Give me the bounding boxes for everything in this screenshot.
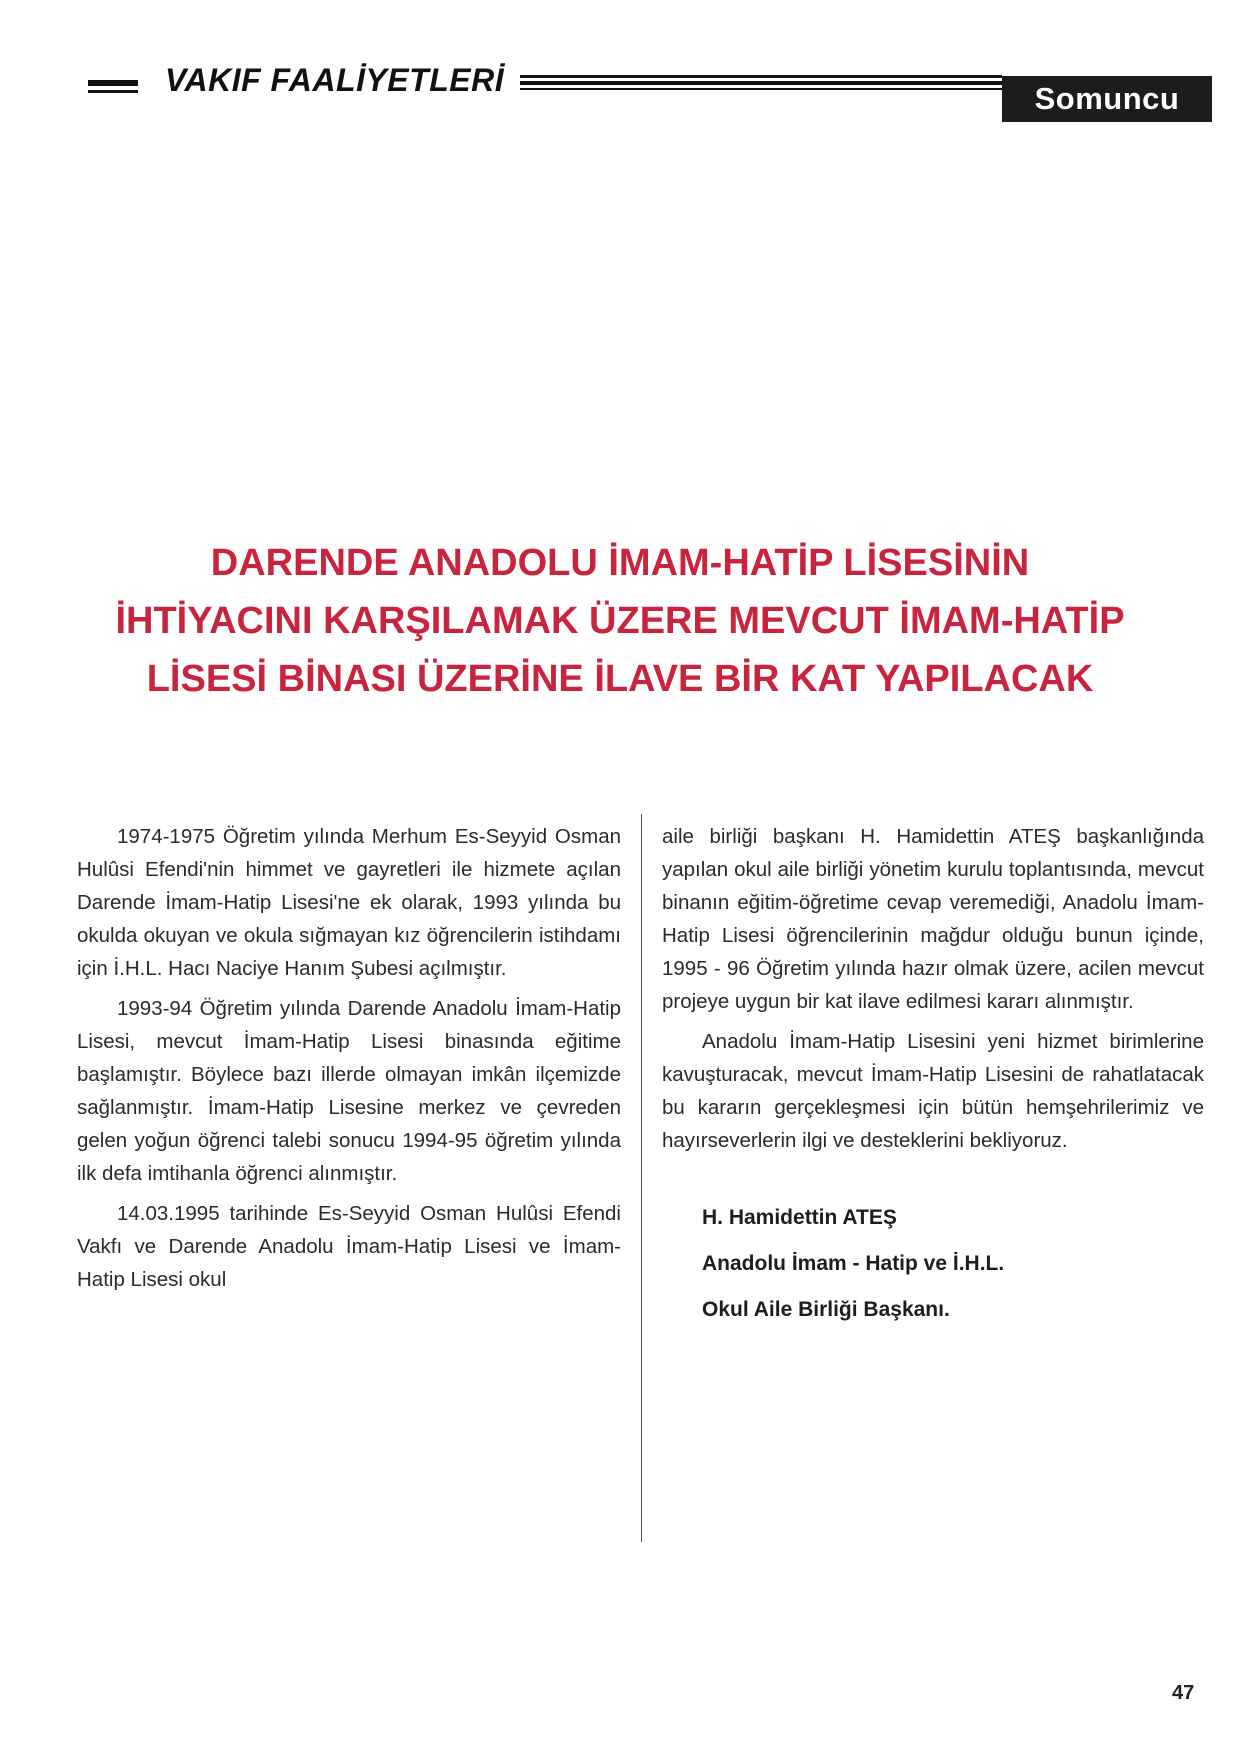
- headline-line: DARENDE ANADOLU İMAM-HATİP LİSESİNİN: [210, 542, 1030, 584]
- article-paragraph: Anadolu İmam-Hatip Lisesini yeni hizmet birimlerine kavuşturacak, mevcut İmam-Hatip Lisesini de rahatlatacak bu kararın gerçekleşmesi için bütün hemşehrilerimiz ve hayırseverlerin ilgi ve desteklerini bekliyoruz.: [662, 1030, 1204, 1152]
- headline-line: LİSESİ BİNASI ÜZERİNE İLAVE BİR KAT YAPILACAK: [146, 658, 1094, 700]
- article-paragraph: aile birliği başkanı H. Hamidettin ATEŞ başkanlığında yapılan okul aile birliği yönetim kurulu toplantısında, mevcut binanın eğitim-öğretime cevap veremediği, Anadolu İmam-Hatip Lisesi öğrencilerinin mağdur olduğu bunun içinde, 1995 - 96 Öğretim yılında hazır olmak üzere, acilen mevcut projeye uygun bir kat ilave edilmesi kararı alınmıştır.: [662, 825, 1204, 1013]
- header-rule-mark: [88, 80, 138, 94]
- header-rule: [520, 75, 1002, 78]
- header-rule: [520, 81, 1002, 85]
- section-title: VAKIF FAALİYETLERİ: [165, 62, 505, 98]
- article-headline: [60, 534, 1180, 708]
- signature-block: [662, 1195, 1204, 1333]
- article-paragraph: 1974-1975 Öğretim yılında Merhum Es-Seyyid Osman Hulûsi Efendi'nin himmet ve gayretleri ile hizmete açılan Darende İmam-Hatip Lisesi'ne ek olarak, 1993 yılında bu okulda okuyan ve okula sığmayan kız öğrencilerin istihdamı için İ.H.L. Hacı Naciye Hanım Şubesi açılmıştır.: [77, 825, 621, 980]
- header-rule: [520, 88, 1002, 90]
- headline-line: İHTİYACINI KARŞILAMAK ÜZERE MEVCUT İMAM-HATİP: [115, 600, 1125, 642]
- article-paragraph: 14.03.1995 tarihinde Es-Seyyid Osman Hulûsi Efendi Vakfı ve Darende Anadolu İmam-Hatip Lisesi ve İmam-Hatip Lisesi okul: [77, 1202, 621, 1291]
- article-paragraph: 1993-94 Öğretim yılında Darende Anadolu İmam-Hatip Lisesi, mevcut İmam-Hatip Lisesi binasında eğitime başlamıştır. Böylece bazı illerde olmayan imkân ilçemizde sağlanmıştır. İmam-Hatip Lisesine merkez ve çevreden gelen yoğun öğrenci talebi sonucu 1994-95 öğretim yılında ilk defa imtihanla öğrenci alınmıştır.: [77, 997, 621, 1185]
- article-column-left: [77, 820, 621, 1303]
- magazine-brand: Somuncu Baba: [1002, 76, 1212, 122]
- page-header: [0, 58, 1240, 162]
- signature-name: H. Hamidettin ATEŞ: [702, 1206, 897, 1229]
- article-column-right: [662, 820, 1204, 1333]
- column-divider: [641, 814, 642, 1542]
- page-number: 47: [1172, 1682, 1195, 1704]
- signature-title: Anadolu İmam - Hatip ve İ.H.L.: [702, 1252, 1005, 1275]
- signature-role: Okul Aile Birliği Başkanı.: [702, 1298, 950, 1321]
